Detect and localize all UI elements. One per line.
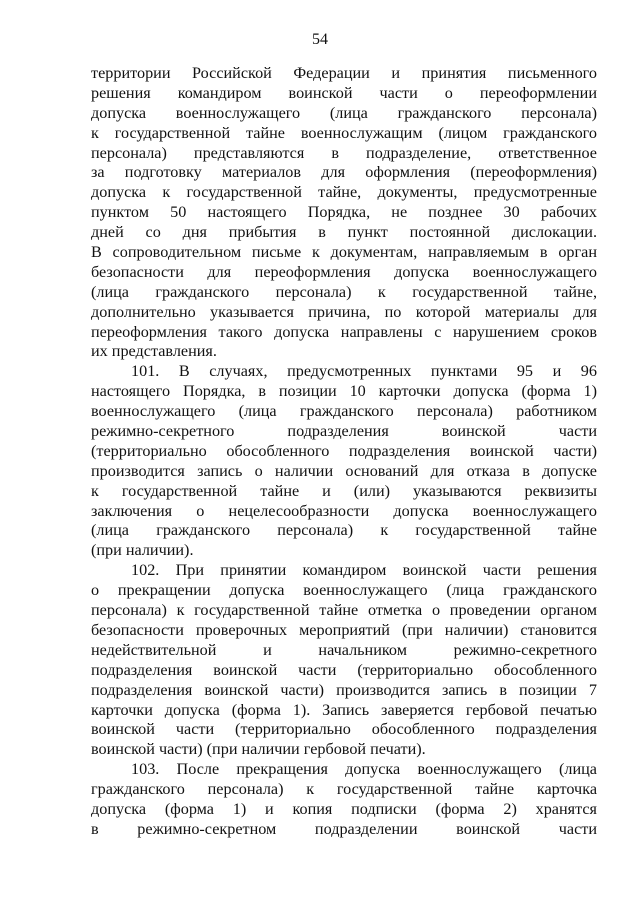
document-body	[91, 64, 597, 840]
text-line: 101. В случаях, предусмотренных пунктами 95 и 96	[131, 362, 597, 381]
text-line: безопасности проверочных мероприятий (при наличии) становится	[91, 620, 597, 639]
text-line: за подготовку материалов для оформления (переоформления)	[91, 163, 597, 182]
text-line: в режимно-секретном подразделении воинской части	[91, 819, 597, 838]
text-line: их представления.	[91, 342, 217, 361]
text-line: допуска к государственной тайне, документы, предусмотренные	[91, 183, 597, 202]
page-number: 54	[312, 31, 328, 48]
text-line: воинской части) (при наличии гербовой печати).	[91, 740, 426, 759]
text-line: (территориально обособленного подразделения воинской части)	[91, 441, 597, 460]
text-line: (лица гражданского персонала) к государственной тайне,	[91, 282, 597, 301]
text-line: решения командиром воинской части о переоформлении	[91, 83, 597, 102]
text-line: производится запись о наличии оснований для отказа в допуске	[91, 461, 597, 480]
text-line: (при наличии).	[91, 541, 194, 560]
text-line: пунктом 50 настоящего Порядка, не позднее 30 рабочих	[91, 203, 597, 222]
text-line: настоящего Порядка, в позиции 10 карточки допуска (форма 1)	[91, 382, 597, 401]
text-line: к государственной тайне и (или) указываются реквизиты	[91, 481, 597, 500]
text-line: допуска (форма 1) и копия подписки (форма 2) хранятся	[91, 799, 597, 818]
text-line: воинской части (территориально обособленного подразделения	[91, 720, 597, 739]
text-line: безопасности для переоформления допуска военнослужащего	[91, 262, 597, 281]
text-line: военнослужащего (лица гражданского персонала) работником	[91, 402, 597, 421]
text-line: подразделения воинской части (территориально обособленного	[91, 660, 597, 679]
text-line: допуска военнослужащего (лица гражданского персонала)	[91, 103, 597, 122]
text-line: переоформления такого допуска направлены с нарушением сроков	[91, 322, 597, 341]
text-line: заключения о нецелесообразности допуска военнослужащего	[91, 501, 597, 520]
text-line: 103. После прекращения допуска военнослужащего (лица	[131, 760, 597, 779]
text-line: В сопроводительном письме к документам, направляемым в орган	[91, 243, 597, 262]
text-line: территории Российской Федерации и принятия письменного	[91, 64, 597, 82]
text-line: дней со дня прибытия в пункт постоянной дислокации.	[91, 223, 597, 242]
text-line: режимно-секретного подразделения воинской части	[91, 422, 597, 441]
text-line: гражданского персонала) к государственной тайне карточка	[91, 780, 597, 799]
text-line: о прекращении допуска военнослужащего (лица гражданского	[91, 581, 597, 600]
text-line: (лица гражданского персонала) к государственной тайне	[91, 521, 597, 540]
text-line: 102. При принятии командиром воинской части решения	[131, 561, 597, 580]
text-line: персонала) представляются в подразделение, ответственное	[91, 143, 597, 162]
text-line: недействительной и начальником режимно-секретного	[91, 640, 597, 659]
text-line: к государственной тайне военнослужащим (лицом гражданского	[91, 123, 597, 142]
text-line: персонала) к государственной тайне отметка о проведении органом	[91, 601, 597, 620]
text-line: карточки допуска (форма 1). Запись заверяется гербовой печатью	[91, 700, 597, 719]
text-line: дополнительно указывается причина, по которой материалы для	[91, 302, 597, 321]
text-line: подразделения воинской части) производится запись в позиции 7	[91, 680, 597, 699]
